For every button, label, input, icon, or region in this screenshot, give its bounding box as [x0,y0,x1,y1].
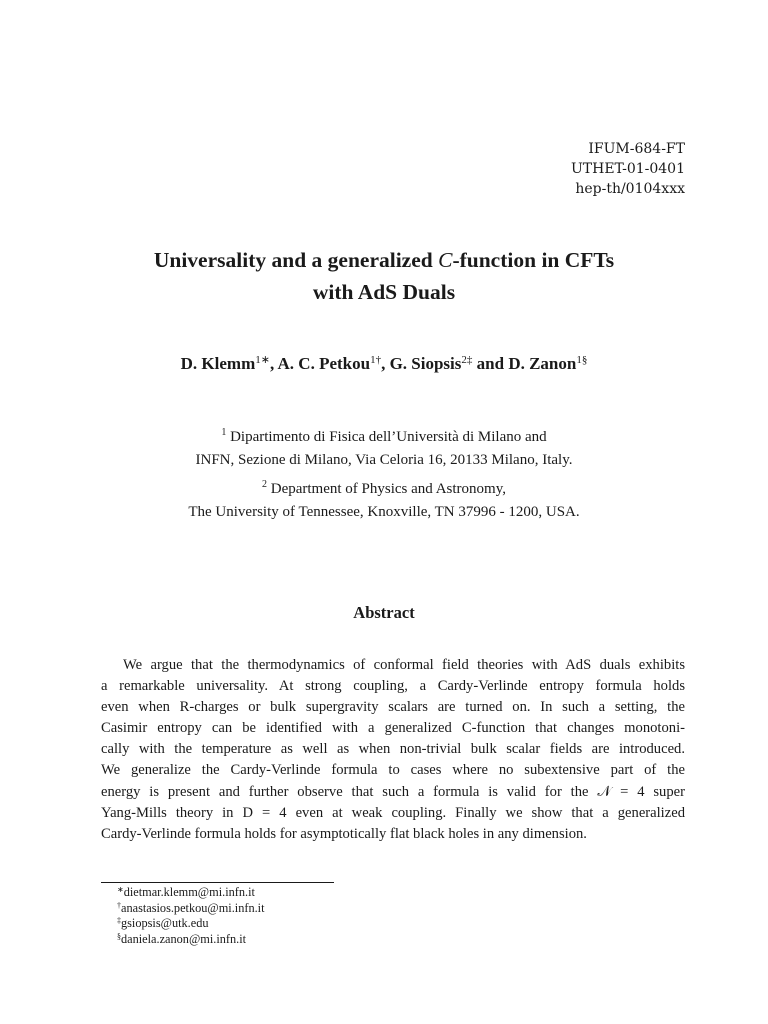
author-name: D. Zanon [508,354,577,373]
footnote-email: †anastasios.petkou@mi.infn.it [117,900,265,915]
abstract-line: Yang-Mills theory in D = 4 even at weak coupling. Finally we show that a generalized [101,804,685,821]
footnote-divider [101,882,334,883]
author-mark: 1∗ [255,354,270,366]
footnote-email: ‡gsiopsis@utk.edu [117,916,209,930]
footnote-email: §daniela.zanon@mi.infn.it [117,931,247,946]
author-list [0,352,768,376]
abstract-line: even when R-charges or bulk supergravity scalars are turned on. In such a setting, the [101,699,685,716]
title-line-2: with AdS Duals [312,280,456,304]
report-id: hep-th/0104xxx [575,181,685,197]
affiliation-tennessee: $^2$ Department of Physics and Astronomy, The University of Tennessee, Knoxville, TN 37996 - 1200, USA. [188,479,580,520]
footnote-mark: † [117,900,121,910]
abstract-line: We generalize the Cardy-Verlinde formula to cases where no subextensive part of the [101,762,685,779]
affiliation-mark: 2 [262,479,267,490]
abstract-line: Casimir entropy can be identified with a generalized C-function that changes monotoni- [101,720,685,737]
abstract-line: We argue that the thermodynamics of conformal field theories with AdS duals exhibits [123,657,685,673]
report-id: IFUM-684-FT [588,141,685,157]
report-identifiers [571,139,685,199]
footnote-email: ∗dietmar.klemm@mi.infn.it [117,885,255,899]
footnote-mark: ‡ [117,916,121,925]
affiliation-milano: $^1$ Dipartimento di Fisica dell’Università di Milano and INFN, Sezione di Milano, Via Celoria 16, 20133 Milano, Italy. [195,427,573,468]
author-mark: 1† [370,354,382,366]
author-mark: 1§ [576,354,588,366]
footnote-mark: § [117,931,121,941]
author-separator: , [269,354,278,373]
author-name: G. Siopsis [389,354,462,373]
abstract-heading: Abstract [353,603,415,622]
title-variable: C [438,248,453,272]
abstract-body [101,655,685,845]
affiliation-mark: 1 [221,427,227,438]
abstract-line: Cardy-Verlinde formula holds for asymptotically flat black holes in any dimension. [101,825,587,842]
paper-title [0,244,768,308]
author-name: D. Klemm [180,354,256,373]
title-line-1: Universality and a generalized C-function in CFTs [153,248,615,272]
abstract-line: cally with the temperature as well as when non-trivial bulk scalar fields are introduced. [101,741,685,758]
abstract-line: energy is present and further observe that such a formula is valid for the 𝒩 = 4 super [101,783,685,800]
footnote-mark: ∗ [117,885,124,894]
author-separator: , [381,354,390,373]
footnotes [117,885,265,947]
report-id: UTHET-01-0401 [570,161,685,177]
author-separator: and [472,354,509,373]
author-name: A. C. Petkou [277,354,371,373]
author-mark: 2‡ [461,354,473,366]
abstract-line: a remarkable universality. At strong coupling, a Cardy-Verlinde entropy formula holds [101,678,685,695]
